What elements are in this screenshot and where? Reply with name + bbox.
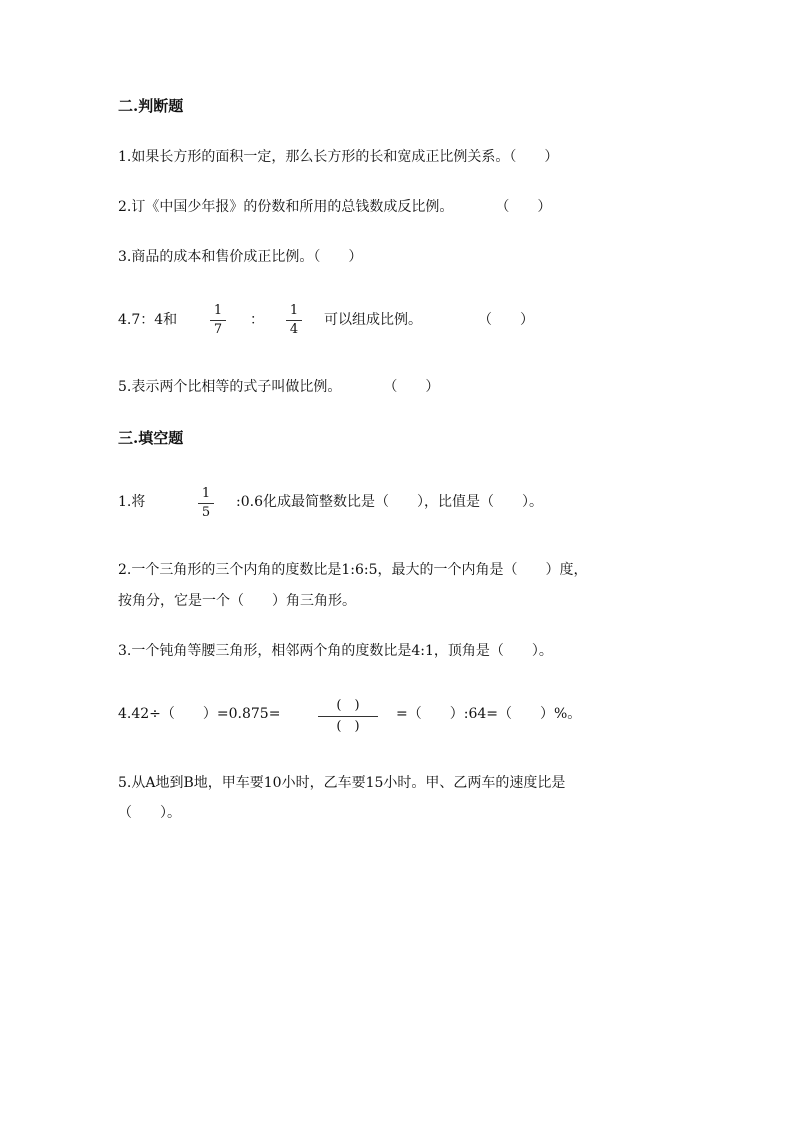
question-2-5: 5.表示两个比相等的式子叫做比例。 （ ）	[118, 379, 440, 395]
fraction-one-fifth	[194, 486, 218, 521]
fraction-bar	[286, 320, 302, 321]
fraction-bar	[318, 716, 378, 717]
question-3-2-line1: 2.一个三角形的三个内角的度数比是1:6:5，最大的一个内角是（ ）度，	[118, 562, 588, 578]
question-2-4-suffix: 可以组成比例。 （ ）	[324, 312, 534, 328]
blank-fraction	[318, 698, 378, 735]
fraction-numerator: 1	[213, 303, 223, 318]
fraction-one-seventh	[206, 303, 230, 338]
ratio-colon: ：	[250, 312, 264, 328]
question-3-5-line2: （ ）。	[118, 805, 181, 821]
fraction-numerator-blank: ( )	[336, 698, 360, 713]
fraction-denominator: 5	[201, 505, 211, 520]
fraction-numerator: 1	[201, 486, 211, 501]
fraction-denominator: 4	[289, 322, 299, 337]
fraction-bar	[210, 320, 226, 321]
fraction-bar	[198, 503, 214, 504]
question-2-2: 2.订《中国少年报》的份数和所用的总钱数成反比例。 （ ）	[118, 199, 552, 215]
fraction-denominator-blank: ( )	[336, 719, 360, 734]
question-3-4-prefix: 4.42÷（ ）=0.875=	[118, 706, 281, 722]
fraction-numerator: 1	[289, 303, 299, 318]
question-3-1-suffix: :0.6化成最简整数比是（ ），比值是（ ）。	[236, 494, 543, 510]
section-2-title: 二.判断题	[118, 97, 184, 115]
fraction-one-fourth	[282, 303, 306, 338]
question-2-4-prefix: 4.7：4和	[118, 312, 178, 328]
question-3-1-prefix: 1.将	[118, 494, 146, 510]
question-2-3: 3.商品的成本和售价成正比例。（ ）	[118, 249, 363, 265]
question-2-1: 1.如果长方形的面积一定，那么长方形的长和宽成正比例关系。（ ）	[118, 149, 559, 165]
section-3-title: 三.填空题	[118, 429, 184, 447]
question-3-2-line2: 按角分，它是一个（ ）角三角形。	[118, 593, 356, 609]
question-3-5-line1: 5.从A地到B地，甲车要10小时，乙车要15小时。甲、乙两车的速度比是	[118, 775, 566, 791]
fraction-denominator: 7	[213, 322, 223, 337]
question-3-3: 3.一个钝角等腰三角形，相邻两个角的度数比是4:1，顶角是（ ）。	[118, 643, 553, 659]
question-3-4-suffix: =（ ）:64=（ ）%。	[396, 706, 582, 722]
